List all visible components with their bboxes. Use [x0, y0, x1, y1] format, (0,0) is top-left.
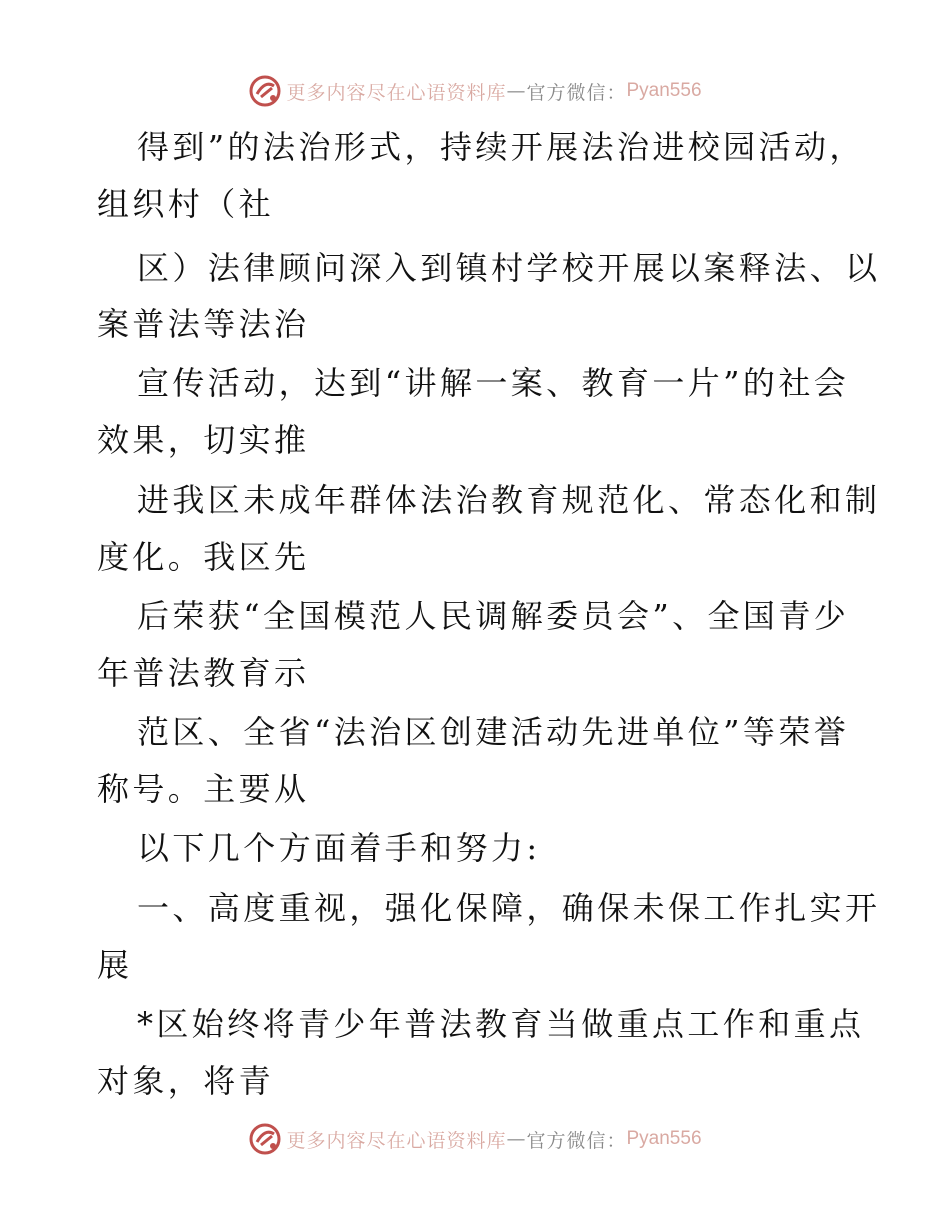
watermark-main-text: 更多内容尽在心语资料库: [286, 81, 507, 104]
watermark-dash: —: [506, 1128, 527, 1150]
watermark-footer: [0, 1119, 950, 1159]
watermark-logo-icon: [248, 74, 282, 108]
watermark-main-text: 更多内容尽在心语资料库: [286, 1129, 507, 1152]
text-line: 度化。我区先: [97, 538, 310, 576]
text-line: *区始终将青少年普法教育当做重点工作和重点: [137, 1005, 865, 1043]
text-line: 称号。主要从: [97, 770, 310, 808]
watermark-id: Pyan556: [626, 80, 702, 101]
text-line: 案普法等法治: [97, 305, 310, 343]
text-line: 得到”的法治形式，持续开展法治进校园活动，: [137, 128, 865, 166]
watermark-official-label: 官方微信：: [526, 81, 627, 104]
text-line: 以下几个方面着手和努力:: [137, 829, 541, 867]
watermark-logo-icon: [248, 1122, 282, 1156]
text-line: 宣传活动，达到“讲解一案、教育一片”的社会: [137, 364, 850, 402]
watermark-header: [0, 71, 950, 111]
text-line: 后荣获“全国模范人民调解委员会”、全国青少: [137, 597, 850, 635]
watermark-official-label: 官方微信：: [526, 1129, 627, 1152]
text-line: 区）法律顾问深入到镇村学校开展以案释法、以: [137, 249, 881, 287]
watermark-id: Pyan556: [626, 1128, 702, 1149]
text-line: 组织村（社: [97, 185, 275, 223]
text-line: 一、高度重视，强化保障，确保未保工作扎实开: [137, 889, 881, 927]
text-line: 范区、全省“法治区创建活动先进单位”等荣誉: [137, 713, 850, 751]
text-line: 进我区未成年群体法治教育规范化、常态化和制: [137, 481, 881, 519]
text-line: 对象，将青: [97, 1062, 275, 1100]
text-line: 年普法教育示: [97, 654, 310, 692]
text-line: 展: [97, 946, 133, 984]
watermark-dash: —: [506, 80, 527, 102]
text-line: 效果，切实推: [97, 421, 310, 459]
